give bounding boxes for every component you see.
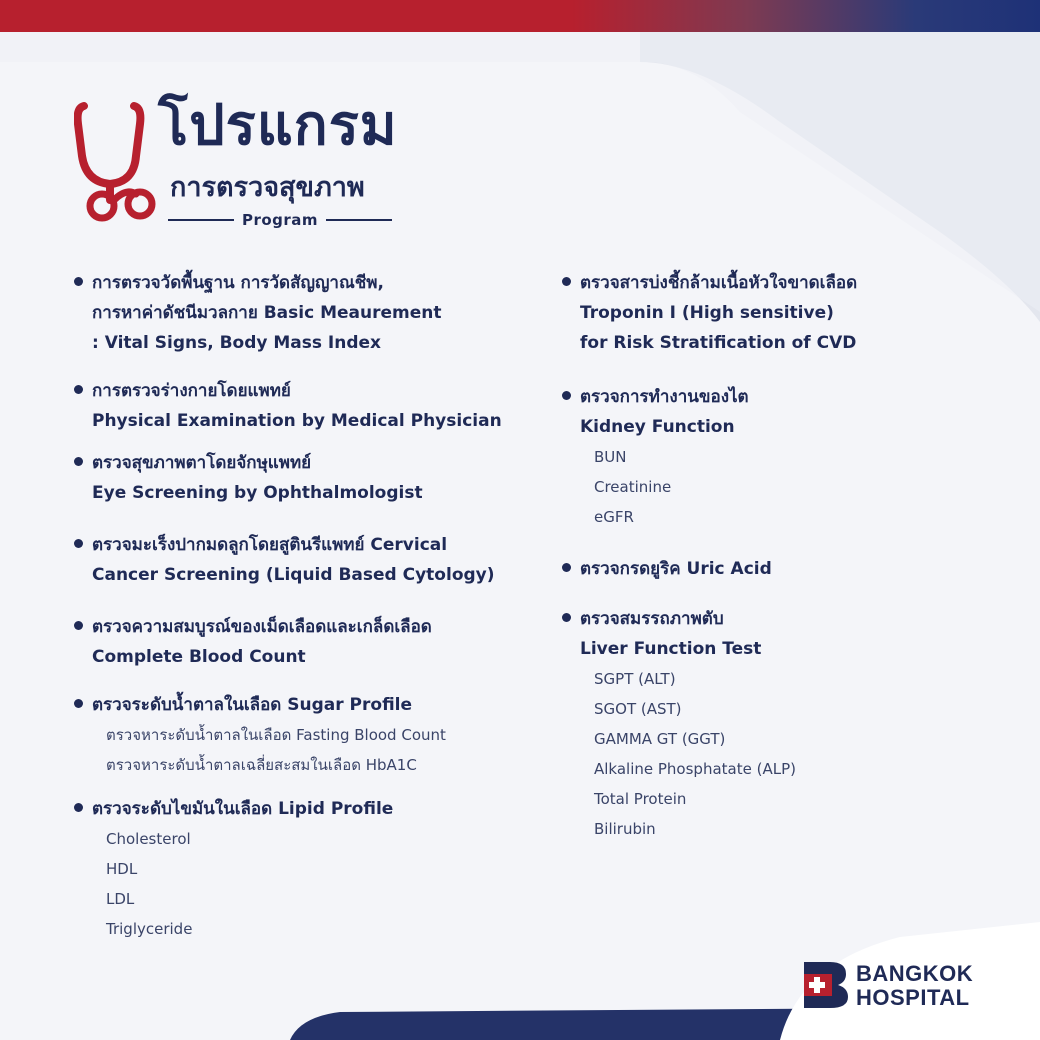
checkup-sub-item: Creatinine xyxy=(594,478,672,496)
checkup-item-title-line: การตรวจร่างกายโดยแพทย์ xyxy=(92,381,291,401)
checkup-item-title-line: ตรวจสมรรถภาพตับ xyxy=(580,609,724,629)
checkup-sub-item: SGOT (AST) xyxy=(594,700,682,718)
checkup-item-title-line: การหาค่าดัชนีมวลกาย Basic Meaurement xyxy=(92,303,442,323)
checkup-item xyxy=(562,554,1002,584)
bullet-dot-icon xyxy=(74,385,83,394)
checkup-item xyxy=(74,268,544,358)
checkup-item-title-line: ตรวจความสมบูรณ์ของเม็ดเลือดและเกล็ดเลือด xyxy=(92,617,432,637)
bullet-dot-icon xyxy=(562,391,571,400)
bullet-dot-icon xyxy=(74,803,83,812)
checkup-sub-item: Total Protein xyxy=(594,790,687,808)
page-title: โปรแกรม xyxy=(158,93,398,158)
bullet-dot-icon xyxy=(74,457,83,466)
bullet-dot-icon xyxy=(74,539,83,548)
checkup-sub-item: eGFR xyxy=(594,508,634,526)
checkup-item xyxy=(74,530,544,590)
checkup-item-title-line: Troponin I (High sensitive) xyxy=(580,303,834,323)
checkup-sub-item: HDL xyxy=(106,860,138,878)
checkup-sub-item: SGPT (ALT) xyxy=(594,670,676,688)
checkup-item-title-line: ตรวจสุขภาพตาโดยจักษุแพทย์ xyxy=(92,453,312,473)
checkup-sub-item: ตรวจหาระดับน้ำตาลเฉลี่ยสะสมในเลือด HbA1C xyxy=(106,756,417,774)
brand-line-2: HOSPITAL xyxy=(856,985,970,1010)
checkup-sub-item: LDL xyxy=(106,890,135,908)
checkup-item-title-line: Eye Screening by Ophthalmologist xyxy=(92,483,423,503)
checkup-item xyxy=(74,690,544,780)
right-checkup-list xyxy=(562,268,1002,844)
checkup-item-title-line: : Vital Signs, Body Mass Index xyxy=(92,333,382,353)
top-gradient-bar xyxy=(0,0,1040,32)
checkup-item-title-line: ตรวจสารบ่งชี้กล้ามเนื้อหัวใจขาดเลือด xyxy=(580,273,858,293)
divider-line xyxy=(326,219,392,221)
bullet-dot-icon xyxy=(74,699,83,708)
checkup-sub-item: Bilirubin xyxy=(594,820,656,838)
checkup-item xyxy=(562,382,1002,532)
checkup-sub-item: ตรวจหาระดับน้ำตาลในเลือด Fasting Blood Count xyxy=(106,726,446,744)
checkup-item xyxy=(74,794,544,944)
bullet-dot-icon xyxy=(562,563,571,572)
checkup-item xyxy=(562,268,1002,358)
left-checkup-list xyxy=(74,268,544,944)
program-text: Program xyxy=(241,211,319,229)
program-title-block xyxy=(74,93,414,236)
checkup-item-title-line: ตรวจกรดยูริค Uric Acid xyxy=(580,559,772,579)
bangkok-hospital-logo-icon xyxy=(802,960,850,1010)
stethoscope-icon xyxy=(74,96,164,226)
bullet-dot-icon xyxy=(74,621,83,630)
checkup-item-title-line: ตรวจการทำงานของไต xyxy=(580,387,749,407)
checkup-sub-item: Cholesterol xyxy=(106,830,191,848)
checkup-sub-item: Triglyceride xyxy=(106,920,193,938)
checkup-item-title-line: การตรวจวัดพื้นฐาน การวัดสัญญาณชีพ, xyxy=(92,273,384,293)
checkup-item-title-line: ตรวจมะเร็งปากมดลูกโดยสูตินรีแพทย์ Cervical xyxy=(92,535,448,555)
checkup-sub-item: GAMMA GT (GGT) xyxy=(594,730,726,748)
checkup-sub-item: Alkaline Phosphatate (ALP) xyxy=(594,760,796,778)
divider-line xyxy=(168,219,234,221)
program-label xyxy=(168,210,392,230)
checkup-item xyxy=(74,376,544,436)
checkup-item-title-line: Cancer Screening (Liquid Based Cytology) xyxy=(92,565,495,585)
checkup-item-title-line: Physical Examination by Medical Physician xyxy=(92,411,502,431)
checkup-item xyxy=(74,448,544,508)
bullet-dot-icon xyxy=(562,277,571,286)
checkup-item-title-line: ตรวจระดับน้ำตาลในเลือด Sugar Profile xyxy=(92,695,413,715)
checkup-item-title-line: Complete Blood Count xyxy=(92,647,306,667)
checkup-item xyxy=(562,604,1002,844)
brand-name xyxy=(856,962,973,1010)
checkup-sub-item: BUN xyxy=(594,448,627,466)
checkup-item-title-line: for Risk Stratification of CVD xyxy=(580,333,857,353)
page-subtitle: การตรวจสุขภาพ xyxy=(170,172,365,203)
bullet-dot-icon xyxy=(562,613,571,622)
brand-line-1: BANGKOK xyxy=(856,961,974,986)
bullet-dot-icon xyxy=(74,277,83,286)
bangkok-hospital-brand xyxy=(802,960,1012,1012)
checkup-item-title-line: Liver Function Test xyxy=(580,639,762,659)
checkup-item-title-line: ตรวจระดับไขมันในเลือด Lipid Profile xyxy=(92,799,394,819)
checkup-item-title-line: Kidney Function xyxy=(580,417,735,437)
checkup-item xyxy=(74,612,544,672)
